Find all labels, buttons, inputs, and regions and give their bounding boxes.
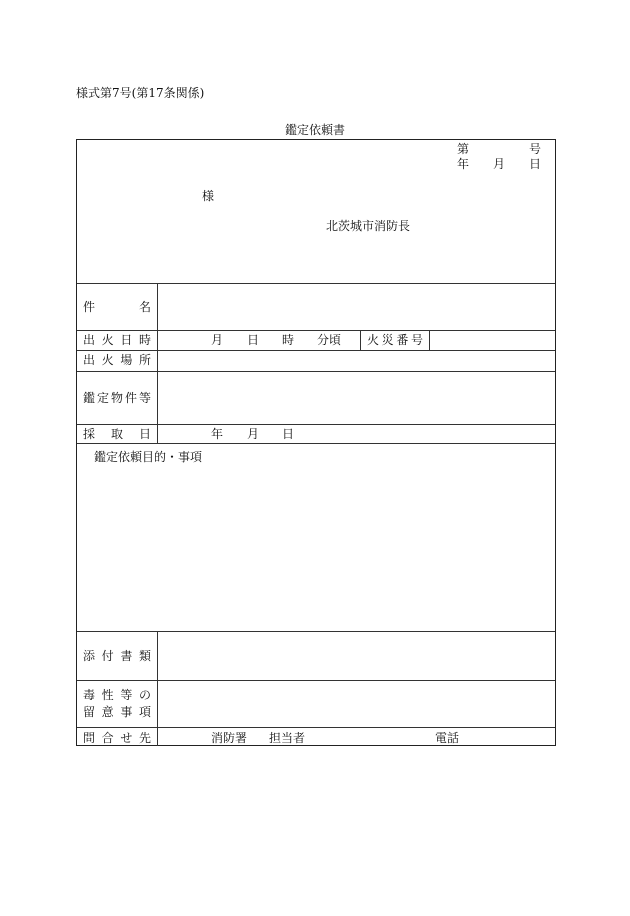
items-label: 鑑 定 物 件 等 <box>83 391 151 405</box>
rule <box>77 283 555 284</box>
rule <box>77 443 555 444</box>
sender-name: 北茨城市消防長 <box>326 219 411 233</box>
purpose-label: 鑑定依頼目的・事項 <box>94 450 203 464</box>
rule <box>77 350 555 351</box>
collection-year: 年 <box>211 427 224 441</box>
case-name-label: 件 名 <box>83 300 151 314</box>
fire-month: 月 <box>211 333 224 347</box>
fire-datetime-label: 出 火 日 時 <box>83 333 151 347</box>
fire-number-label: 火 災 番 号 <box>367 333 423 347</box>
rule <box>77 371 555 372</box>
column-divider <box>429 330 430 350</box>
rule <box>77 330 555 331</box>
contact-person: 担当者 <box>269 731 306 745</box>
fire-day: 日 <box>247 333 260 347</box>
form-frame <box>76 139 556 746</box>
contact-phone: 電話 <box>435 731 460 745</box>
fire-location-label: 出 火 場 所 <box>83 353 151 367</box>
rule <box>77 424 555 425</box>
fire-minute: 分頃 <box>317 333 342 347</box>
fire-hour: 時 <box>282 333 295 347</box>
collection-day: 日 <box>282 427 295 441</box>
attachments-label: 添 付 書 類 <box>83 649 151 663</box>
date-day: 日 <box>529 157 542 171</box>
date-year: 年 <box>457 157 470 171</box>
date-month: 月 <box>493 157 506 171</box>
contact-label: 問 合 せ 先 <box>83 731 151 745</box>
document-title: 鑑定依頼書 <box>284 123 345 137</box>
form-id: 様式第7号(第17条関係) <box>76 86 205 100</box>
collection-date-label: 採 取 日 <box>83 427 151 441</box>
contact-station: 消防署 <box>211 731 248 745</box>
addressee-suffix: 様 <box>202 189 215 203</box>
column-divider <box>157 631 158 746</box>
number-prefix: 第 <box>457 142 470 156</box>
rule <box>77 727 555 728</box>
toxicity-label-line1: 毒 性 等 の <box>83 688 151 702</box>
rule <box>77 631 555 632</box>
number-suffix: 号 <box>529 142 542 156</box>
toxicity-label-line2: 留 意 事 項 <box>83 705 151 719</box>
column-divider <box>157 283 158 443</box>
column-divider <box>360 330 361 350</box>
collection-month: 月 <box>247 427 260 441</box>
rule <box>77 680 555 681</box>
